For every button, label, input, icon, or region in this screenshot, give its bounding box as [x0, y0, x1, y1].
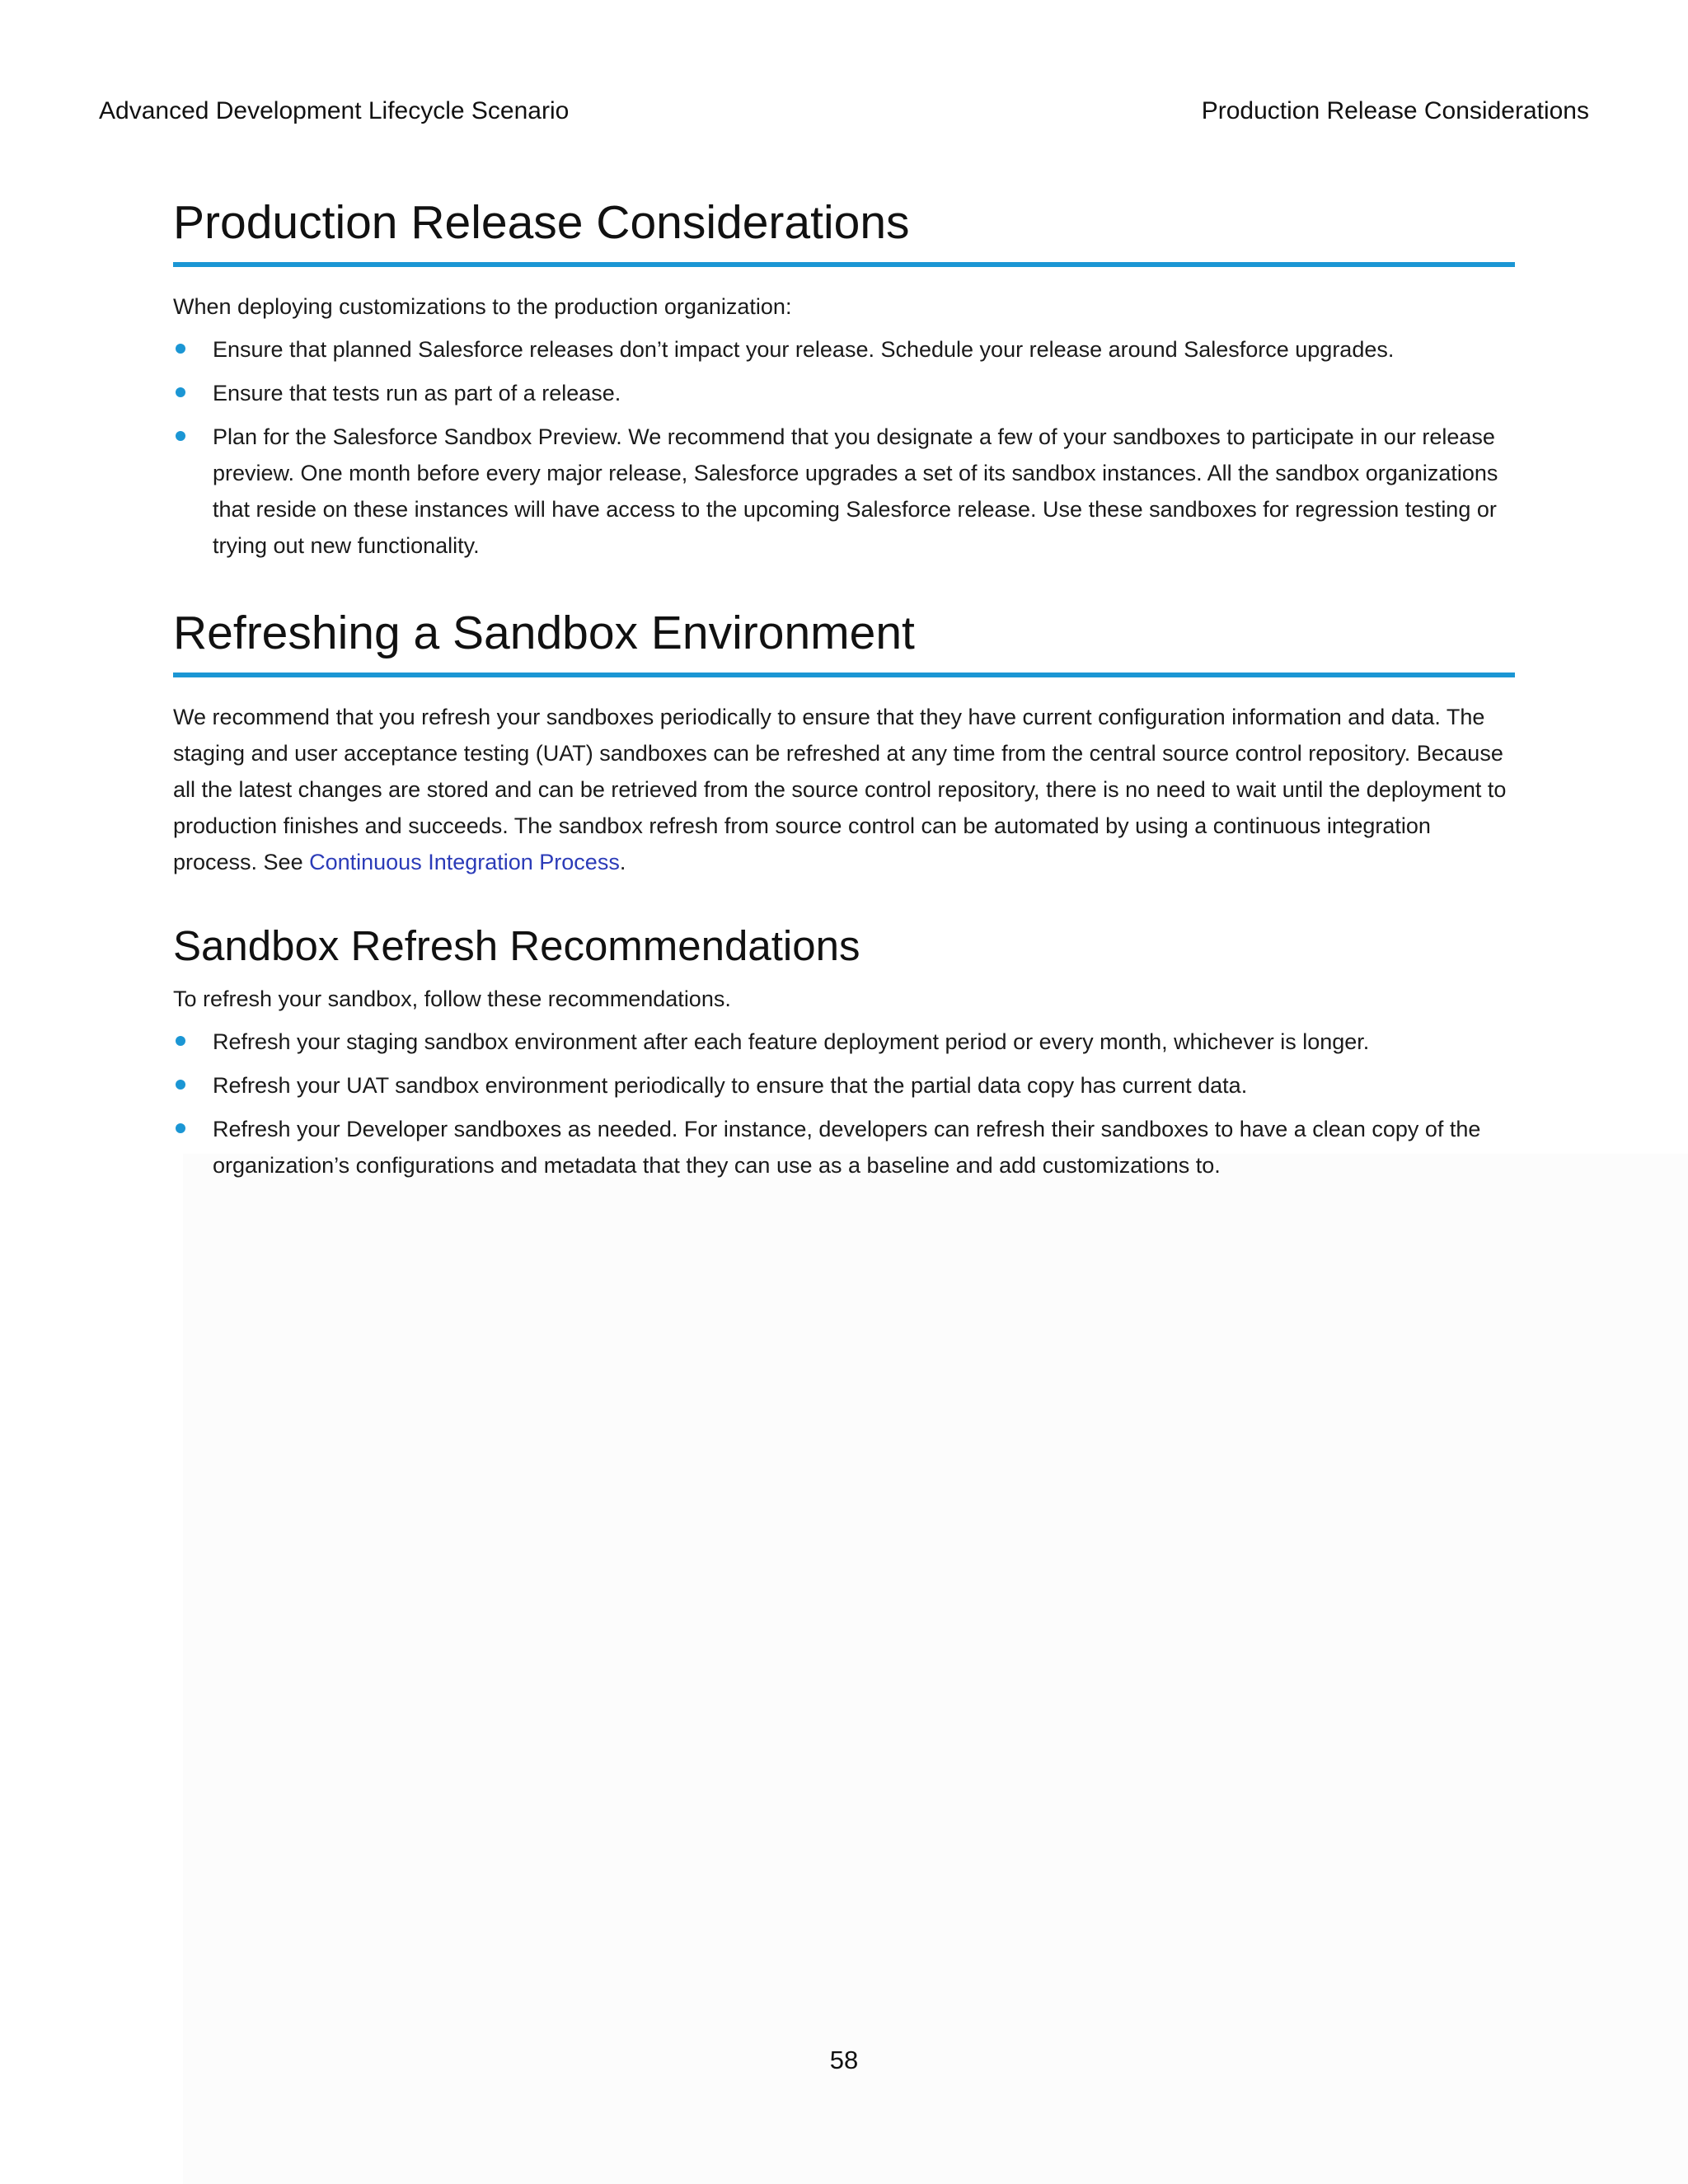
page-number: 58	[829, 2046, 859, 2074]
bullet-icon	[176, 1123, 185, 1133]
list-item	[173, 331, 1515, 368]
list-item-text: Ensure that planned Salesforce releases don’t impact your release. Schedule your release around Salesforce upgrades.	[213, 337, 1395, 362]
header-chapter-title: Advanced Development Lifecycle Scenario	[99, 97, 570, 124]
bullet-icon	[176, 431, 185, 441]
list-item-text: Refresh your Developer sandboxes as needed. For instance, developers can refresh their sandboxes to have a clean copy of the organization’s configurations and metadata that they can use as a baseline and add customizations to.	[213, 1117, 1481, 1178]
list-item	[173, 1067, 1515, 1104]
heading-production-release: Production Release Considerations	[173, 190, 1515, 267]
list-item	[173, 419, 1515, 564]
list-item	[173, 1111, 1515, 1183]
production-intro: When deploying customizations to the production organization:	[173, 294, 792, 319]
list-item-text: Plan for the Salesforce Sandbox Preview. We recommend that you designate a few of your sandboxes to participate in our release preview. One month before every major release, Salesforce upgrades a set of its sandbox instances. All the sandbox organizations that reside on these instances will have access to the upcoming Salesforce release. Use these sandboxes for regression testing or trying out new functionality.	[213, 424, 1498, 558]
running-header	[99, 97, 1589, 134]
refresh-paragraph-end: .	[619, 850, 626, 874]
header-section-title: Production Release Considerations	[1201, 97, 1589, 124]
bullet-icon	[176, 387, 185, 397]
bullet-icon	[176, 1036, 185, 1046]
list-item	[173, 375, 1515, 411]
list-item-text: Refresh your UAT sandbox environment periodically to ensure that the partial data copy has current data.	[213, 1073, 1248, 1098]
bullet-icon	[176, 344, 185, 354]
refresh-paragraph	[173, 699, 1515, 880]
heading-refreshing-sandbox: Refreshing a Sandbox Environment	[173, 600, 1515, 677]
recommendations-bullet-list	[173, 1024, 1515, 1183]
recommendations-intro: To refresh your sandbox, follow these recommendations.	[173, 987, 731, 1011]
continuous-integration-link[interactable]: Continuous Integration Process	[309, 850, 620, 874]
page-shade	[183, 1154, 1688, 2184]
heading-refresh-recommendations: Sandbox Refresh Recommendations	[173, 922, 860, 969]
bullet-icon	[176, 1080, 185, 1090]
production-bullet-list	[173, 331, 1515, 564]
refresh-paragraph-text: We recommend that you refresh your sandboxes periodically to ensure that they have current configuration information and data. The staging and user acceptance testing (UAT) sandboxes can be refreshed at any time from the central source control repository. Because all the latest changes are stored and can be retrieved from the source control repository, there is no need to wait until the deployment to production finishes and succeeds. The sandbox refresh from source control can be automated by using a continuous integration process. See	[173, 705, 1507, 874]
list-item	[173, 1024, 1515, 1060]
page-content	[173, 190, 1515, 1191]
list-item-text: Refresh your staging sandbox environment after each feature deployment period or every month, whichever is longer.	[213, 1029, 1370, 1054]
list-item-text: Ensure that tests run as part of a release.	[213, 381, 621, 405]
